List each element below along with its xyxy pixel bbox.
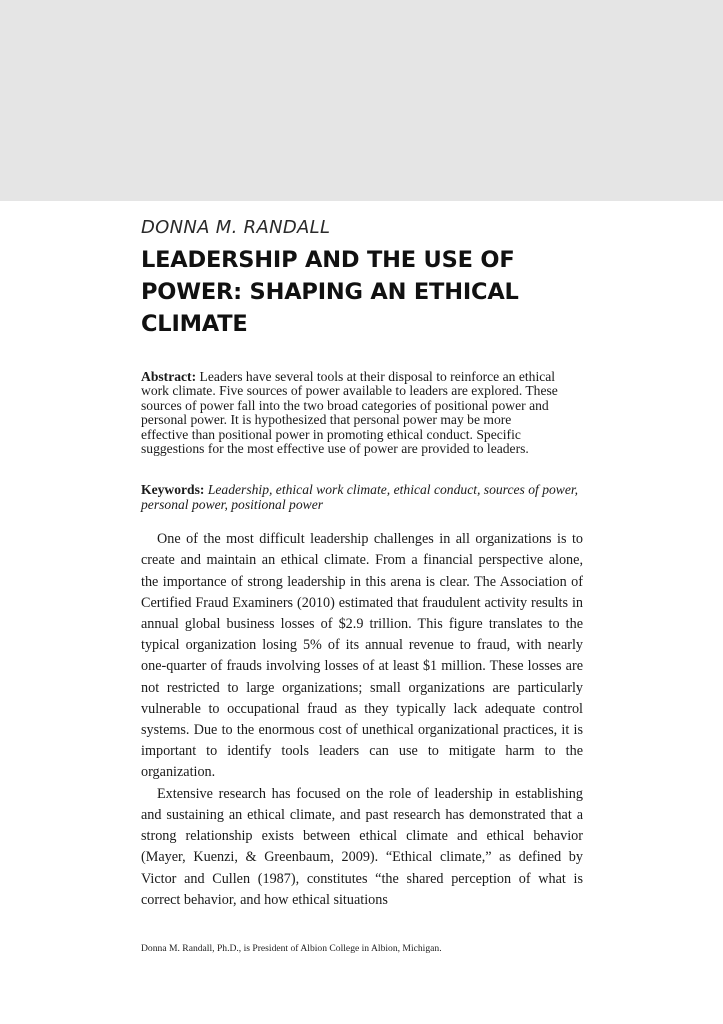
article-title: LEADERSHIP AND THE USE OF POWER: SHAPING AN ETHICAL CLIMATE <box>141 247 519 337</box>
body-paragraph: One of the most difficult leadership challenges in all organizations is to create and maintain an ethical climate. From a financial perspective alone, the importance of strong leadership in this arena is clear. The Association of Certified Fraud Examiners (2010) estimated that fraudulent activity results in annual global business losses of $2.9 trillion. This figure translates to the typical organization losing 5% of its annual revenue to fraud, with nearly one-quarter of frauds involving losses of at least $1 million. These losses are not restricted to large organizations; small organizations are particularly vulnerable to occupational fraud as they typically lack adequate control systems. Due to the enormous cost of unethical organizational practices, it is important to identify tools leaders can use to mitigate harm to the organization. <box>141 531 583 781</box>
keywords-label: Keywords: <box>141 482 208 498</box>
author-footnote: Donna M. Randall, Ph.D., is President of Albion College in Albion, Michigan. <box>141 943 442 954</box>
author-name: DONNA M. RANDALL <box>141 217 331 238</box>
header-band <box>0 0 723 201</box>
abstract <box>141 370 561 456</box>
abstract-text: Leaders have several tools at their disposal to reinforce an ethical work climate. Five sources of power available to leaders are explored. These sources of power fall into the two broad categories of positional power and personal power. It is hypothesized that personal power may be more effective than positional power in promoting ethical conduct. Specific suggestions for the most effective use of power are provided to leaders. <box>141 369 558 457</box>
body-paragraph: Extensive research has focused on the role of leadership in establishing and sustaining an ethical climate, and past research has demonstrated that a strong relationship exists between ethical climate and ethical behavior (Mayer, Kuenzi, & Greenbaum, 2009). “Ethical climate,” as defined by Victor and Cullen (1987), constitutes “the shared perception of what is correct behavior, and how ethical situations <box>141 785 583 908</box>
keywords <box>141 483 581 512</box>
keywords-text: Leadership, ethical work climate, ethical conduct, sources of power, personal power, positional power <box>141 482 579 512</box>
article-content <box>141 216 583 911</box>
abstract-label: Abstract: <box>141 369 200 384</box>
article-body <box>141 529 583 911</box>
